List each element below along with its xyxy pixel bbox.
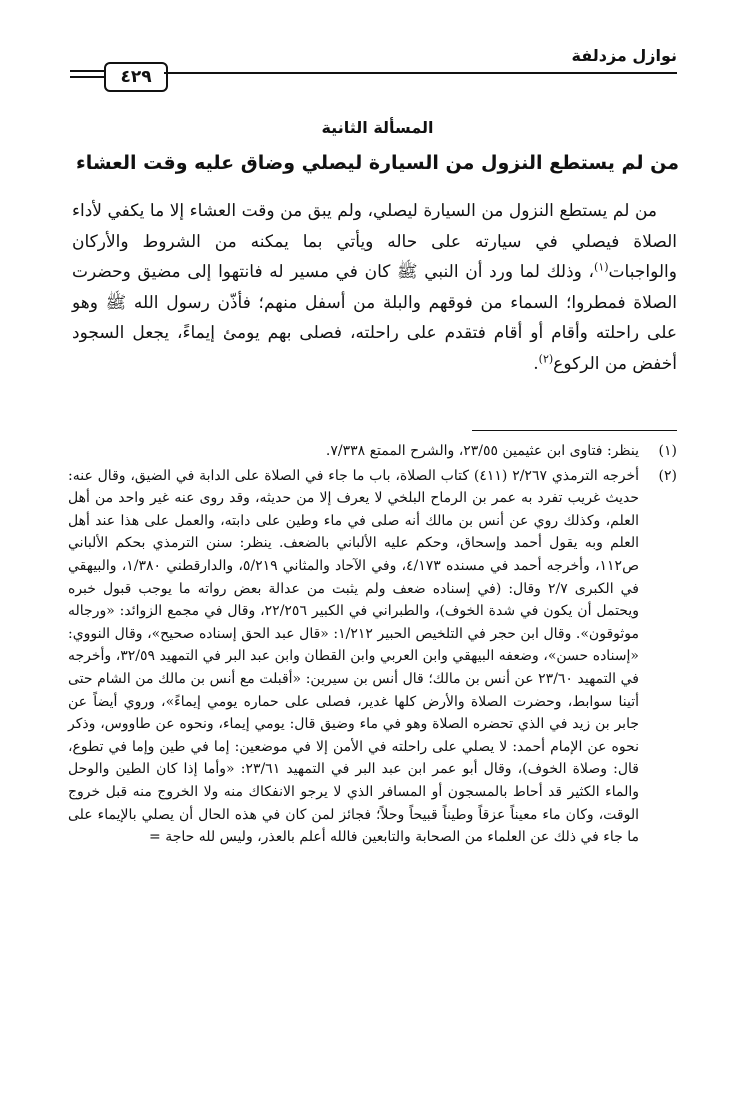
body-text-2: ، وذلك لما ورد أن النبي ﷺ كان في مسير له فانتهوا إلى مضيق وحضرت الصلاة فمطروا؛ السماء من فوقهم والبلة من أسفل منهم؛ فأذّن رسول الله ﷺ وهو على راحلته وأقام أو أقام فتقدم على راحلته، فصلى بهم يومئ إيماءً، يجعل السجود أخفض من الركوع bbox=[72, 262, 677, 374]
footnote-ref-2[interactable]: (٢) bbox=[538, 351, 554, 365]
body-text-3: . bbox=[533, 353, 539, 374]
main-paragraph bbox=[72, 196, 677, 379]
page-number: ٤٢٩ bbox=[104, 62, 168, 92]
footnote-number: (١) bbox=[658, 443, 677, 459]
issue-heading: المسألة الثانية bbox=[321, 118, 434, 137]
header-rule-left bbox=[70, 70, 104, 72]
header-rule-left-double bbox=[70, 76, 104, 78]
issue-title: من لم يستطع النزول من السيارة ليصلي وضاق عليه وقت العشاء bbox=[76, 152, 679, 174]
footnote-separator bbox=[472, 430, 677, 431]
page-header bbox=[70, 40, 677, 100]
footnotes bbox=[68, 440, 677, 851]
footnote-number: (٢) bbox=[658, 467, 677, 484]
running-title: نوازل مزدلفة bbox=[571, 46, 677, 65]
footnote-2 bbox=[68, 465, 677, 849]
footnote-text: ينظر: فتاوى ابن عثيمين ٢٣/٥٥، والشرح الممتع ٧/٣٣٨. bbox=[325, 443, 639, 459]
footnote-ref-1[interactable]: (١) bbox=[594, 260, 609, 274]
footnote-1 bbox=[68, 440, 677, 463]
header-rule-right bbox=[164, 72, 677, 74]
footnote-text: أخرجه الترمذي ٢/٢٦٧ (٤١١) كتاب الصلاة، باب ما جاء في الصلاة على الدابة في الضيق، وقال عنه: حديث غريب تفرد به عمر بن الرماح البلخي لا يعرف إلا من حديثه، وقد روى عنه غير واحد من أهل العلم، وكذلك روي عن أنس بن مالك أنه صلى في ماء وطين على دابته، والعمل على هذا عند أهل العلم وبه يقول أحمد وإسحاق، وحكم عليه الألباني بالضعف. ينظر: سنن الترمذي بحكم الألباني ص١١٢، وأخرجه أحمد في مسنده ٤/١٧٣، وفي الآحاد والمثاني ٥/٢١٩، والدارقطني ١/٣٨٠، والبيهقي في الكبرى ٢/٧ وقال: (في إسناده ضعف ولم يثبت من عدالة بعض رواته ما يوجب قبول خبره ويحتمل أن يكون في شدة الخوف)، والطبراني في الكبير ٢٢/٢٥٦، وقال في مجمع الزوائد: «ورجاله موثوقون». وقال ابن حجر في التلخيص الحبير ١/٢١٢: «قال عبد الحق إسناده صحيح»، وقال النووي: «إسناده حسن»، وضعفه البيهقي وابن العربي وابن القطان وابن عبد البر في التمهيد ٣٢/٥٩، وأخرجه في التمهيد ٢٣/٦٠ عن أنس بن مالك؛ قال أنس بن سيرين: «أقبلت مع أنس بن مالك من الشام حتى أتينا سوابط، وحضرت الصلاة والأرض كلها غدير، فصلى على حماره يومي إيماءً»، وروي أيضاً عن جابر بن زيد في الذي تحضره الصلاة وهو في ماء وضيق قال: يومي إيماء، ونحوه عن طاووس، وذكر نحوه عن الإمام أحمد: لا يصلي على راحلته في الأمن إلا في موضعين: إما في طين وإما في تطوع، قال: وصلاة الخوف)، وقال أبو عمر ابن عبد البر في التمهيد ٢٣/٦١: «وأما إذا كان الطين والوحل والماء الكثير قد أحاط بالمسجون أو المسافر الذي لا يرجو الانفكاك منه ولا الخروج منه قبل خروج الوقت، وكان ماء معيناً عزقاً وطيناً قبيحاً وحلاً؛ فجائز لمن كان في هذه الحال أن يصلي بالإيماء على ما جاء في ذلك عن العلماء من الصحابة والتابعين فالله أعلم بالعذر، وليس لله حاجة = bbox=[68, 467, 640, 846]
body-text-1: من لم يستطع النزول من السيارة ليصلي، ولم يبق من وقت العشاء إلا ما يكفي لأداء الصلاة فيصلي في سيارته على حاله ويأتي بما يمكنه من الشروط والأركان والواجبات bbox=[72, 201, 677, 282]
